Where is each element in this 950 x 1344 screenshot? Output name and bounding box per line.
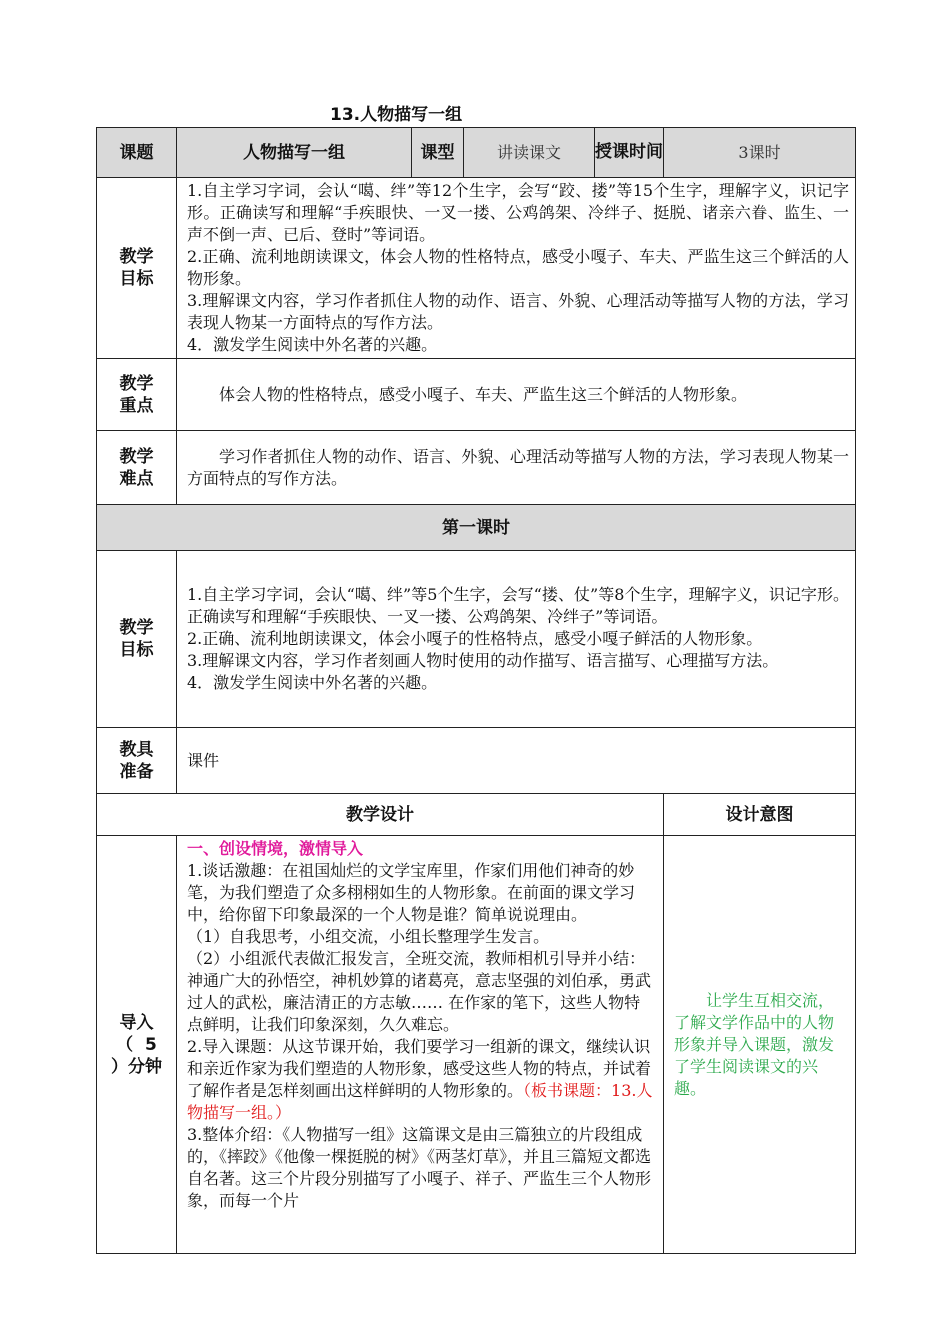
lesson-goal-item: 3.理解课文内容，学习作者刻画人物时使用的动作描写、语言描写、心理描写方法。 <box>187 651 779 670</box>
type-label: 课型 <box>412 128 464 178</box>
header-row <box>97 128 856 178</box>
lesson-goals-row <box>97 551 856 728</box>
topic-value: 人物描写一组 <box>177 128 412 178</box>
goals-row <box>97 178 856 359</box>
stage-label <box>97 836 177 1254</box>
key-points-row <box>97 359 856 431</box>
lesson-goals-label: 教学目标 <box>97 551 177 728</box>
lesson-goals-content <box>177 551 856 728</box>
stage-duration <box>97 1034 176 1056</box>
design-header-row <box>97 794 856 836</box>
design-paragraph: 1.谈话激趣：在祖国灿烂的文学宝库里，作家们用他们神奇的妙笔，为我们塑造了众多栩栩如生的人物形象。在前面的课文学习中，给你留下印象最深的一个人物是谁？简单说说理由。 <box>187 861 636 924</box>
design-paragraph: （2）小组派代表做汇报发言，全班交流，教师相机引导并小结：神通广大的孙悟空，神机妙算的诸葛亮，意志坚强的刘伯承，勇武过人的武松，廉洁清正的方志敏…… 在作家的笔下，这些人物特点鲜明，让我们印象深刻，久久难忘。 <box>187 949 652 1034</box>
page-title: 13.人物描写一组 <box>330 105 463 125</box>
time-value: 3课时 <box>664 128 856 178</box>
lesson-goal-item: 1.自主学习字词，会认“噶、绊”等5个生字，会写“搂、仗”等8个生字，理解字义，识记字形。正确读写和理解“手疾眼快、一叉一搂、公鸡鸽架、冷绊子”等词语。 <box>187 585 849 626</box>
goal-item: 3.理解课文内容，学习作者抓住人物的动作、语言、外貌、心理活动等描写人物的方法，学习表现人物某一方面特点的写作方法。 <box>187 291 849 332</box>
design-intent <box>664 836 856 1254</box>
tools-value: 课件 <box>177 728 856 794</box>
goal-item: 2.正确、流利地朗读课文，体会人物的性格特点，感受小嘎子、车夫、严监生这三个鲜活的人物形象。 <box>187 247 849 288</box>
design-paragraph: （1）自我思考，小组交流，小组长整理学生发言。 <box>187 927 550 946</box>
lesson-plan-table <box>96 127 856 1254</box>
intent-column-header: 设计意图 <box>664 794 856 836</box>
goals-content <box>177 178 856 359</box>
lesson-heading: 第一课时 <box>97 505 856 551</box>
time-label: 授课时间 <box>595 128 664 178</box>
intro-stage-row <box>97 836 856 1254</box>
design-paragraph: 3.整体介绍：《人物描写一组》这篇课文是由三篇独立的片段组成的，《摔跤》《他像一棵挺脱的树》《两茎灯草》，并且三篇短文都选自名著。这三个片段分别描写了小嘎子、祥子、严监生三个人物形象，而每一个片 <box>187 1125 652 1210</box>
board-note: （板书课题：13.人物描写一组。） <box>187 1081 653 1122</box>
stage-minutes: 5 <box>145 1034 157 1055</box>
key-points-text: 体会人物的性格特点，感受小嘎子、车夫、严监生这三个鲜活的人物形象。 <box>177 359 856 431</box>
stage-unit: ）分钟 <box>111 1056 162 1077</box>
intent-text: 让学生互相交流，了解文学作品中的人物形象并导入课题，激发了学生阅读课文的兴趣。 <box>674 990 835 1098</box>
stage-paren: （ <box>116 1034 134 1055</box>
difficulties-text: 学习作者抓住人物的动作、语言、外貌、心理活动等描写人物的方法，学习表现人物某一方面特点的写作方法。 <box>177 431 856 505</box>
tools-label: 教具准备 <box>97 728 177 794</box>
design-clip <box>187 838 655 1252</box>
difficulties-label: 教学难点 <box>97 431 177 505</box>
goal-item: 1.自主学习字词，会认“噶、绊”等12个生字，会写“跤、搂”等15个生字，理解字义，识记字形。正确读写和理解“手疾眼快、一叉一搂、公鸡鸽架、冷绊子、挺脱、诸亲六眷、监生、一声不倒一声、已后、登时”等词语。 <box>187 181 849 244</box>
section-heading: 一、创设情境，激情导入 <box>187 839 364 858</box>
design-paragraph-text: 2.导入课题：从这节课开始，我们要学习一组新的课文，继续认识和亲近作家为我们塑造的人物形象，感受这些人物的特点，并试着了解作者是怎样刻画出这样鲜明的人物形象的。 <box>187 1037 652 1100</box>
topic-label: 课题 <box>97 128 177 178</box>
lesson-goal-item: 2.正确、流利地朗读课文，体会小嘎子的性格特点，感受小嘎子鲜活的人物形象。 <box>187 629 763 648</box>
lesson-goal-item: 4．激发学生阅读中外名著的兴趣。 <box>187 673 438 692</box>
stage-name: 导入 <box>119 1012 154 1033</box>
goals-label: 教学目标 <box>97 178 177 359</box>
goal-item: 4．激发学生阅读中外名著的兴趣。 <box>187 335 438 354</box>
type-value: 讲读课文 <box>464 128 595 178</box>
design-column-header: 教学设计 <box>97 794 664 836</box>
key-points-label: 教学重点 <box>97 359 177 431</box>
design-paragraph <box>187 1036 655 1124</box>
lesson-heading-row <box>97 505 856 551</box>
difficulties-row <box>97 431 856 505</box>
design-content <box>177 836 664 1254</box>
tools-row <box>97 728 856 794</box>
